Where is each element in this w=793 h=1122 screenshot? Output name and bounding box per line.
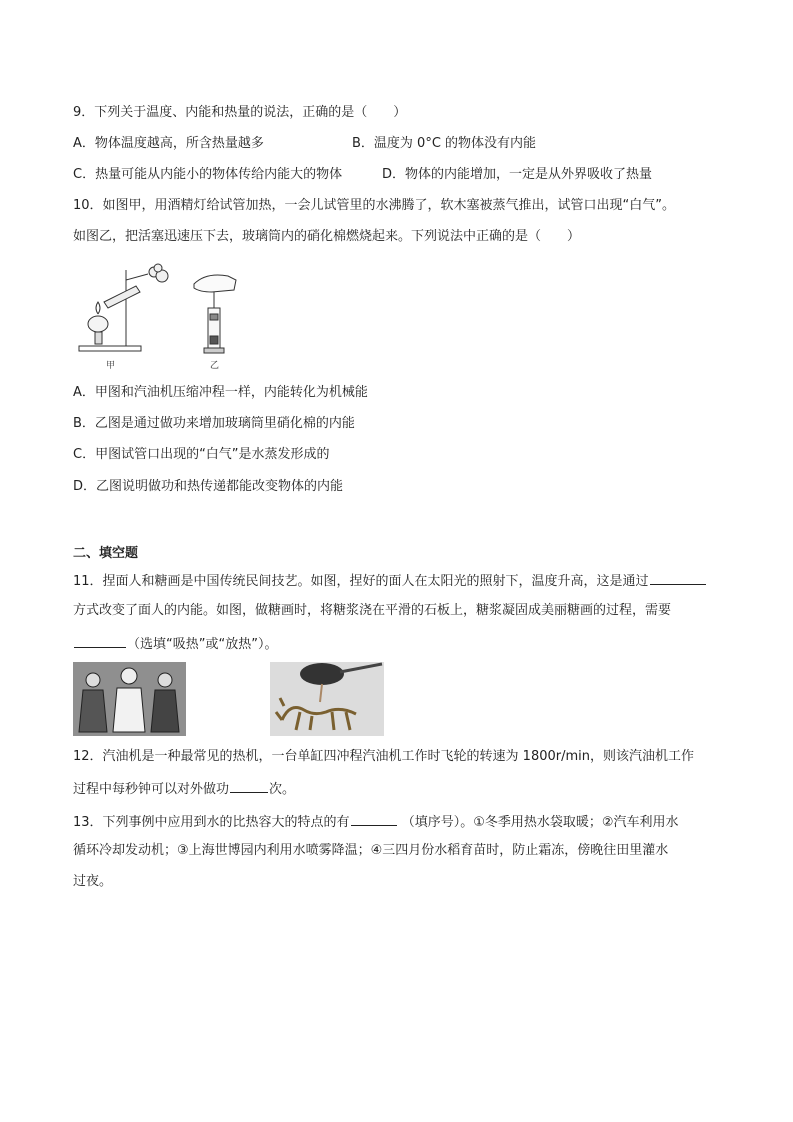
q10-option-d: D．乙图说明做功和热传递都能改变物体的内能	[73, 479, 344, 494]
q11-line3	[73, 633, 277, 654]
q11-line3-text: （选填“吸热”或“放热”）。	[127, 637, 278, 652]
q13-line1	[73, 811, 679, 832]
q13-line1-pre: 13．下列事例中应用到水的比热容大的特点的有	[73, 815, 350, 830]
q11-line1	[73, 570, 707, 591]
dough-figurines-drawing	[73, 662, 186, 736]
q13-line2: 循环冷却发动机；③上海世博园内利用水喷雾降温；④三四月份水稻育苗时，防止霜冻，傍晚往田里灌水	[73, 843, 669, 858]
q10-stem-line1: 10．如图甲，用酒精灯给试管加热，一会儿试管里的水沸腾了，软木塞被蒸气推出，试管口出现“白气”。	[73, 198, 676, 213]
q9-option-b: B．温度为 0°C 的物体没有内能	[352, 136, 537, 151]
q11-line2: 方式改变了面人的内能。如图，做糖画时，将糖浆浇在平滑的石板上，糖浆凝固成美丽糖画的过程，需要	[73, 603, 672, 618]
sugar-painting-photo	[270, 662, 384, 736]
q13-line1-post: （填序号）。①冬季用热水袋取暖；②汽车利用水	[401, 815, 679, 830]
q10-apparatus-drawing	[76, 262, 246, 374]
q9-option-a: A．物体温度越高，所含热量越多	[73, 136, 264, 151]
q11-line1-text: 11．捏面人和糖画是中国传统民间技艺。如图，捏好的面人在太阳光的照射下，温度升高，这是通过	[73, 574, 649, 589]
sugar-painting-drawing	[270, 662, 384, 736]
figure-label-yi: 乙	[210, 361, 220, 371]
q13-line3: 过夜。	[73, 874, 113, 889]
q13-blank[interactable]	[351, 811, 397, 826]
q12-line2	[73, 778, 295, 799]
q12-blank[interactable]	[230, 778, 268, 793]
figure-label-jia: 甲	[106, 361, 116, 371]
q12-line2-post: 次。	[269, 782, 296, 797]
q10-figure	[76, 262, 246, 374]
q10-option-b: B．乙图是通过做功来增加玻璃筒里硝化棉的内能	[73, 416, 355, 431]
q10-option-a: A．甲图和汽油机压缩冲程一样，内能转化为机械能	[73, 385, 368, 400]
q9-option-c: C．热量可能从内能小的物体传给内能大的物体	[73, 167, 343, 182]
figure-jia-drawing	[79, 264, 168, 351]
q12-line1: 12．汽油机是一种最常见的热机，一台单缸四冲程汽油机工作时飞轮的转速为 1800r/min，则该汽油机工作	[73, 749, 694, 764]
dough-figurines-photo	[73, 662, 186, 736]
q10-stem-line2: 如图乙，把活塞迅速压下去，玻璃筒内的硝化棉燃烧起来。下列说法中正确的是（ ）	[73, 229, 581, 244]
q11-blank-2[interactable]	[74, 633, 126, 648]
q9-option-d: D．物体的内能增加，一定是从外界吸收了热量	[382, 167, 653, 182]
q10-option-c: C．甲图试管口出现的“白气”是水蒸发形成的	[73, 447, 330, 462]
q9-stem: 9．下列关于温度、内能和热量的说法，正确的是（ ）	[73, 105, 407, 120]
q12-line2-pre: 过程中每秒钟可以对外做功	[73, 782, 230, 797]
figure-yi-drawing	[194, 275, 236, 353]
section-title-fill-in: 二、填空题	[73, 546, 139, 561]
q11-blank-1[interactable]	[650, 570, 706, 585]
